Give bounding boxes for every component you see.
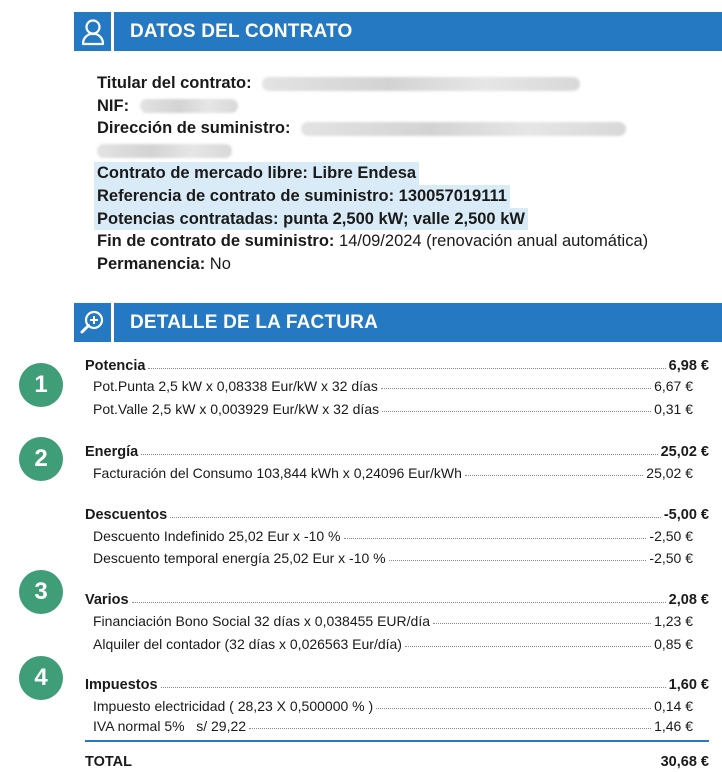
line-item-label: Descuento temporal energía 25,02 Eur x -10 %: [93, 550, 386, 566]
descuentos-total: -5,00 €: [663, 507, 709, 523]
titular-label: Titular del contrato:: [97, 74, 252, 92]
line-item-row: [93, 546, 709, 566]
dot-leader: [132, 601, 666, 603]
nif-label: NIF:: [97, 96, 130, 115]
dot-leader: [148, 367, 665, 369]
line-item-row: [93, 714, 709, 734]
line-item-row: [93, 374, 709, 394]
zoom-in-icon: [74, 303, 114, 342]
direccion-redacted-2: [97, 144, 232, 158]
varios-row: [85, 588, 709, 608]
contract-section-title: DATOS DEL CONTRATO: [130, 20, 353, 42]
impuestos-row: [85, 673, 709, 693]
potencia-row: [85, 354, 709, 374]
badge-1: 1: [19, 363, 63, 407]
fin-label: Fin de contrato de suministro:: [97, 232, 335, 251]
line-item-row: [93, 609, 709, 629]
dot-leader: [381, 387, 651, 389]
total-divider: [85, 740, 709, 742]
contract-details: [97, 72, 697, 275]
dot-leader: [382, 410, 651, 412]
line-item-value: 1,23 €: [654, 613, 693, 629]
permanencia-value: No: [205, 254, 231, 273]
varios-label: Varios: [85, 592, 129, 608]
potencia-label: Potencia: [85, 358, 146, 374]
dot-leader: [249, 727, 651, 729]
direccion-row: [97, 117, 697, 140]
line-item-value: -2,50 €: [649, 528, 693, 544]
permanencia-row: [97, 253, 697, 276]
descuentos-label: Descuentos: [85, 507, 168, 523]
dot-leader: [161, 686, 666, 688]
badge-2: 2: [19, 437, 63, 481]
line-item-label: Alquiler del contador (32 días x 0,026563 Eur/día): [93, 636, 402, 652]
energia-total: 25,02 €: [660, 444, 709, 460]
fin-value: 14/09/2024 (renovación anual automática): [334, 232, 649, 251]
dot-leader: [389, 559, 647, 561]
total-row: [85, 750, 709, 770]
line-item-value: 0,85 €: [654, 636, 693, 652]
line-item-row: [93, 524, 709, 544]
line-item-label: Pot.Valle 2,5 kW x 0,003929 Eur/kW x 32 días: [93, 401, 380, 417]
mercado-text: Contrato de mercado libre: Libre Endesa: [94, 162, 419, 185]
person-icon: [74, 12, 114, 51]
descuentos-row: [85, 503, 709, 523]
total-value: 30,68 €: [660, 754, 709, 770]
line-item-row: [93, 694, 709, 714]
energia-label: Energía: [85, 444, 139, 460]
line-item-label: Pot.Punta 2,5 kW x 0,08338 Eur/kW x 32 días: [93, 378, 378, 394]
badge-4: 4: [19, 656, 63, 700]
direccion-row-2: [97, 140, 697, 163]
badge-3: 3: [19, 570, 63, 614]
invoice-section-title: DETALLE DE LA FACTURA: [130, 311, 379, 333]
nif-row: [97, 95, 697, 118]
line-item-value: 0,31 €: [654, 401, 693, 417]
titular-row: [97, 72, 697, 95]
line-item-label: Financiación Bono Social 32 días x 0,038455 EUR/día: [93, 613, 430, 629]
line-item-value: 25,02 €: [646, 465, 693, 481]
direccion-label: Dirección de suministro:: [97, 119, 291, 138]
permanencia-label: Permanencia:: [97, 254, 206, 273]
line-item-label: Facturación del Consumo 103,844 kWh x 0,24096 Eur/kWh: [93, 465, 462, 481]
dot-leader: [170, 516, 661, 518]
dot-leader: [141, 453, 657, 455]
impuestos-total: 1,60 €: [668, 677, 709, 693]
potencias-text: Potencias contratadas: punta 2,500 kW; valle 2,500 kW: [94, 208, 528, 231]
dot-leader: [405, 645, 651, 647]
mercado-row: [97, 162, 697, 185]
line-item-label: Impuesto electricidad ( 28,23 X 0,500000 % ): [93, 698, 374, 714]
line-item-label: Descuento Indefinido 25,02 Eur x -10 %: [93, 528, 341, 544]
total-label: TOTAL: [85, 754, 132, 770]
potencia-total: 6,98 €: [668, 358, 709, 374]
line-item-value: 1,46 €: [654, 718, 693, 734]
potencias-row: [97, 208, 697, 231]
line-item-value: 0,14 €: [654, 698, 693, 714]
titular-redacted: [262, 77, 580, 91]
contract-section-header: [74, 12, 722, 51]
line-item-row: [93, 397, 709, 417]
energia-row: [85, 440, 709, 460]
line-item-value: 6,67 €: [654, 378, 693, 394]
line-item-row: [93, 632, 709, 652]
nif-redacted: [140, 99, 238, 113]
referencia-row: [97, 185, 697, 208]
direccion-redacted: [301, 122, 626, 136]
referencia-text: Referencia de contrato de suministro: 130057019111: [94, 185, 510, 208]
dot-leader: [433, 622, 651, 624]
dot-leader: [344, 537, 647, 539]
line-item-row: [93, 461, 709, 481]
dot-leader: [465, 474, 643, 476]
invoice-section-header: [74, 303, 722, 342]
fin-contrato-row: [97, 230, 657, 253]
line-item-label: IVA normal 5% s/ 29,22: [93, 718, 247, 734]
line-item-value: -2,50 €: [649, 550, 693, 566]
impuestos-label: Impuestos: [85, 677, 158, 693]
varios-total: 2,08 €: [668, 592, 709, 608]
dot-leader: [376, 707, 651, 709]
